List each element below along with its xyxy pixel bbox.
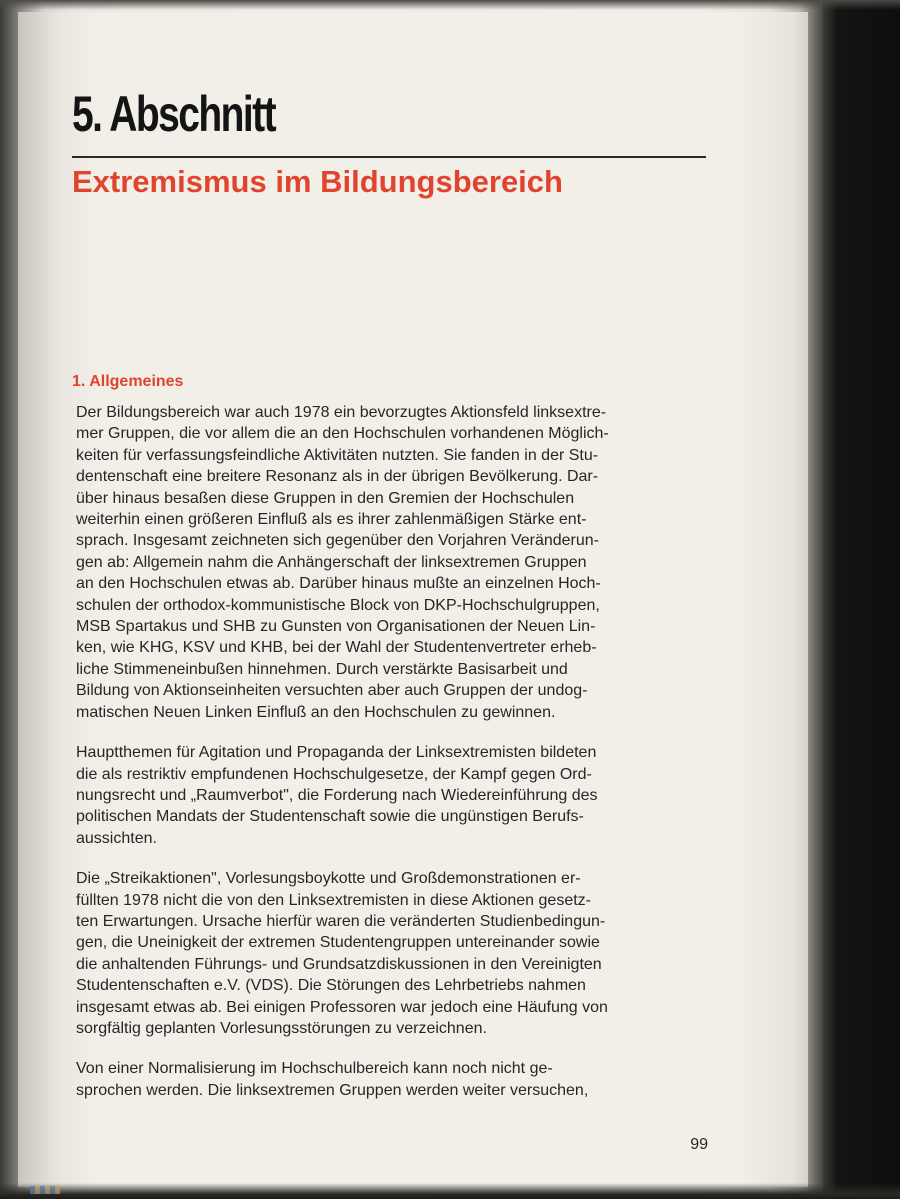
text-line: die anhaltenden Führungs- und Grundsatzdiskussionen in den Vereinigten [76, 955, 602, 973]
page-number: 99 [690, 1136, 708, 1153]
section-heading: 5. Abschnitt [72, 86, 276, 142]
section-subtitle: Extremismus im Bildungsbereich [72, 164, 563, 199]
paragraph [76, 402, 706, 723]
paragraph [76, 742, 706, 849]
paragraph [76, 1058, 706, 1101]
color-calibration-strip [30, 1186, 60, 1194]
text-line: ken, wie KHG, KSV und KHB, bei der Wahl der Studentenvertreter erheb- [76, 639, 597, 657]
text-line: Die „Streikaktionen", Vorlesungsboykotte und Großdemonstrationen er- [76, 870, 581, 888]
body-text [76, 402, 706, 1120]
text-line: Studentenschaften e.V. (VDS). Die Störungen des Lehrbetriebs nahmen [76, 977, 586, 995]
text-line: sorgfältig geplanten Vorlesungsstörungen zu verzeichnen. [76, 1019, 487, 1037]
scan-bottom-edge [0, 1183, 900, 1199]
subsection-heading: 1. Allgemeines [72, 373, 184, 390]
text-line: MSB Spartakus und SHB zu Gunsten von Organisationen der Neuen Lin- [76, 618, 596, 636]
text-line: dentenschaft eine breitere Resonanz als in der übrigen Bevölkerung. Dar- [76, 468, 599, 486]
text-line: über hinaus besaßen diese Gruppen in den Gremien der Hochschulen [76, 489, 575, 507]
text-line: liche Stimmeneinbußen hinnehmen. Durch verstärkte Basisarbeit und [76, 660, 568, 678]
text-line: sprach. Insgesamt zeichneten sich gegenüber den Vorjahren Veränderun- [76, 532, 600, 550]
text-line: aussichten. [76, 829, 157, 847]
text-line: Bildung von Aktionseinheiten versuchten aber auch Gruppen der undog- [76, 682, 588, 700]
scan-top-edge [0, 0, 900, 10]
paragraph [76, 868, 706, 1039]
text-line: Hauptthemen für Agitation und Propaganda der Linksextremisten bildeten [76, 744, 597, 762]
text-line: füllten 1978 nicht die von den Linksextremisten in diese Aktionen gesetz- [76, 891, 591, 909]
text-line: sprochen werden. Die linksextremen Gruppen werden weiter versuchen, [76, 1081, 589, 1099]
book-spine-shadow [823, 0, 900, 1199]
text-line: ten Erwartungen. Ursache hierfür waren die veränderten Studienbedingun- [76, 912, 606, 930]
text-line: matischen Neuen Linken Einfluß an den Hochschulen zu gewinnen. [76, 703, 556, 721]
text-line: insgesamt etwas ab. Bei einigen Professoren war jedoch eine Häufung von [76, 998, 608, 1016]
text-line: schulen der orthodox-kommunistische Block von DKP-Hochschulgruppen, [76, 596, 600, 614]
text-line: an den Hochschulen etwas ab. Darüber hinaus mußte an einzelnen Hoch- [76, 575, 601, 593]
text-line: gen ab: Allgemein nahm die Anhängerschaft der linksextremen Gruppen [76, 553, 587, 571]
text-line: weiterhin einen größeren Einfluß als es ihrer zahlenmäßigen Stärke ent- [76, 511, 587, 529]
text-line: politischen Mandats der Studentenschaft sowie die ungünstigen Berufs- [76, 808, 584, 826]
text-line: mer Gruppen, die vor allem die an den Hochschulen vorhandenen Möglich- [76, 425, 609, 443]
text-line: keiten für verfassungsfeindliche Aktivitäten nutzten. Sie fanden in der Stu- [76, 446, 599, 464]
text-line: nungsrecht und „Raumverbot", die Forderung nach Wiedereinführung des [76, 786, 598, 804]
text-line: die als restriktiv empfundenen Hochschulgesetze, der Kampf gegen Ord- [76, 765, 592, 783]
text-line: Der Bildungsbereich war auch 1978 ein bevorzugtes Aktionsfeld linksextre- [76, 404, 607, 421]
text-line: gen, die Uneinigkeit der extremen Studentengruppen untereinander sowie [76, 934, 600, 952]
text-line: Von einer Normalisierung im Hochschulbereich kann noch nicht ge- [76, 1060, 553, 1078]
heading-rule [72, 156, 706, 158]
